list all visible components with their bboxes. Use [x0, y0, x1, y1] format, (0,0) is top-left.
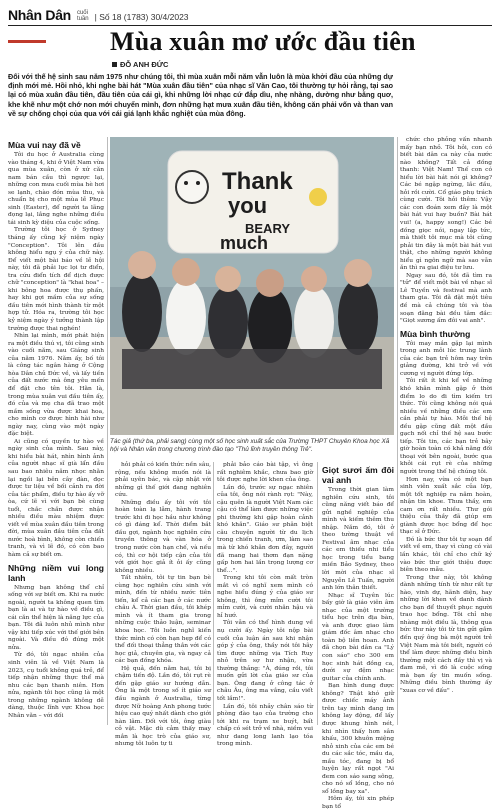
article-paragraph: hỏi phải có kiến thức nền sâu, rộng, nếu không muốn nói là phải uyên bác, và cập nhật với những gì thế giới đang nghiên cứu. — [115, 462, 211, 499]
article-paragraph: Nhạc sĩ Tuyên lúc bấy giờ là giáo viên âm nhạc của một trường tiểu học trên địa bàn, và anh được giao làm giám đốc âm nhạc cho toàn bộ liên hoan. Anh đã chọn bài dân ca "Lý con sáo" cho 300 em học sinh hát đồng ca, dưới sự đệm nhạc guitar của chính anh. — [322, 592, 394, 682]
brand-logo: Nhân Dân — [8, 7, 71, 23]
column-divider — [397, 137, 398, 725]
article-paragraph: Trong thời gian làm nghiên cứu sinh, tôi cũng năng viết báo để gửi nghề nghiệp của mình và kiếm thêm thu nhập. Năm đó, tôi ở theo tường thuật về Festival âm nhạc của các em thiếu nhi tiểu học trong tiểu bang miền Bảo Sydney, theo lời mời của nhạc sĩ Nguyễn Lê Tuấn, người anh lớn thân thiết. — [322, 487, 394, 592]
article-paragraph: Bạn hình dung được không? Thật khó giữ được chiếc máy ảnh trên tay mình đang im không lay động, để lấy được khung hình nét, khi nhìn thấy hơn sân khấu, 300 khuôn miệng nhỏ xinh của các em bé du các sắc tóc, mầu da, mầu tóc, đang bị bổ luyện lạy rất ngọt "Ai đem con sáo sang sông, cho nó sổ lồng, cho nó sổ lồng bay xa". — [322, 683, 394, 795]
article-column-2 — [115, 462, 211, 748]
author-name: ĐỖ ANH ĐỨC — [120, 60, 169, 69]
sign-text-3: BEARY — [245, 221, 291, 236]
section-subheading: Giọt sươi ấm đôi vai anh — [322, 465, 394, 485]
article-paragraph: Tôi du học ở Australia cùng vào tháng 4, khi ở Việt Nam vừa qua mùa xuân, còn ở xứ căn nam bán cầu thì ngược lại, những con mưa cuối mùa hè hơi se lạnh, chào đón mùa thu, và chuẩn bị cho một mùa lễ Phục sinh (Easter), để người ta lãng đọng lại, lắng nghe những điều tái sinh kỳ diệu của cuộc sống. — [8, 152, 104, 226]
column-divider — [317, 462, 318, 725]
article-paragraph: Nhưng bạn không thể chỉ sống với sự biết ơn. Khi ra nước ngoài, người ta không quen tìm bạn là ai và tự hào về điều gì, cái căn thể hiện là năng lực của bạn. Tôi đã luôn nhủ mình như vậy khi tiếp xúc với thế giới bên ngoài. Và điều đó đúng một nửa. — [8, 584, 104, 651]
article-photo — [110, 137, 394, 435]
brand-subtitle-line-2: tuần — [76, 16, 89, 22]
column-divider — [213, 462, 214, 725]
article-paragraph: Tất nhiên, tôi tự tin bạn bè cùng học nghiên cứu sinh với mình, đến từ nhiều nước tiên tiến, kể cả các bạn ở các nước châu Á. Thời gian đầu, tôi khép mình và ít tham gia trong những cuộc thảo luận, seminar khoa học. Tôi luôn nghĩ kiến thức mình có còn hạn hẹp để có thể đối thoại thẳng thắn với các học giả, chuyên gia, và ngay cả các bạn đồng khóa. — [115, 575, 211, 665]
article-paragraph: Hơn nay, vừa có một bạn sinh viên xuất sắc của lớp, một tốt nghiệp ra năm hoàn, nhận tin khoe. Thưa thầy, em cam ơn rất nhiều. Thư gói thiệu của thầy đã giúp em giành được học bổng để học thạc sĩ ở Đức. — [400, 476, 492, 536]
masthead — [8, 6, 492, 26]
article-paragraph: Lần đó, trước sự ngạc nhiên của tôi, ông nói rành rọt: "Này, cậu quên là người Việt Nam các cậu có thể làm được những việc phi thường khi gặp hoàn cảnh khó khăn". Giáo sư phân biệt câu chuyện người từ du lịch trong chiến tranh, ưm, làm sao mà từ khó khăn đơn đây, người đã mang hai thơm đạn nặng gấp hơn hai lần trọng lượng cơ thể…". — [217, 484, 313, 574]
brand-subtitle — [77, 10, 89, 22]
article-paragraph: Trong thư này, tôi không dành những tính từ như rất tự hào, vinh dự, hãnh diện, hay những lời khen về danh dành cho bạn để thuyết phục người trao học bổng. Tôi chỉ nhẹ nhàng một điều là, thông qua bức thư này tôi từ tin gửi gắm đến quý ông bà một người trẻ Việt Nam mà tôi biết, người có thể làm được những điều bình thường một cách đầy thì vị và đam mê, vì đó là cuộc sống mà bạn ấy tin muốn sống. Những điều bình thường ấy "xuas cơ về đấu" . — [400, 574, 492, 694]
article-title: Mùa xuân mơ ước đầu tiên — [110, 27, 416, 56]
photo-caption: Tác giả (thứ ba, phải sang) cùng một số học sinh xuất sắc của Trường THPT Chuyên Khoa học Xã hội và Nhân văn trong chương trình đào tạo "Thủ lĩnh truyền thông Trẻ". — [110, 438, 390, 453]
article-paragraph: Trường tôi học ở Sydney tháng ấy cũng kỷ niệm ngày "Conception". Tôi lên đầu không hiểu ngụ ý của chữ này. Để viết một bài báo về lễ hội này, tôi đã phải lục lọi tư điển, tra cứu điển tích để dịch được chữ "conception" là "khai hoa" – khi bông hoa được thụ phấn, hay khi gợi mầm của sự sống đầu tiên mới hình thành từ một hợp tử. Hóa ra, trường tôi học kỷ niệm ngày ý tưởng thành lập trường được thai nghén! — [8, 227, 104, 332]
article-paragraph: chức cho phỏng vấn nhanh mấy bạn nhỏ. Tôi hỏi, con có biết bài dân ca này của nước nào không? Tất cả đồng thanh: Việt Nam! Thế con có hiểu lời bài hát nói gì không? Các bé ngập ngừng, lắc đầu, hỏi rồi cười. Cổ giáo phụ trách cùng cười. Tôi hỏi thêm: Vậy các con đoán xem đây là một bài hát vui hay buồn? Bài hát vui! (a, happy song!) Các bé đồng giọc nói, ngay lập tức, mà thiết tôi mục mà tôi cũng phải tin đây là một bài hát vui thật, cho những người không hiểu gì ngôn ngữ mà sao vẫn ăn thì ra giai điệu tư lưu. — [400, 137, 492, 272]
article-paragraph: Ngay sau đó, tôi đã tìm ra "tử" để viết một bài về nhạc sĩ Lê Tuyền và festival mà anh tham gia. Tôi đã đặt một tiêu đề mà cả chúng tôi và tòa soạn đăng bài đều tâm đắc: "Giọt sương ấm đôi vai anh". — [400, 272, 492, 325]
article-paragraph: Tôi rất ít khi kể về những khó khăn mình gặp ở thời điểm lo do đi tìm kiếm tri thức. Tôi cũng không nói quá nhiều về những điều các em cần phải tự hào. Mỗi thế hệ đều gặp cũng đất một đầu gạch nối chỉ thế hệ sau bước tiếp. Tôi tin, các bạn trẻ bây giờ hoàn toàn có khả năng đối thoại với bên ngoài, bước qua khỏi cái rụt rè của những người trong thế hệ chúng tôi. — [400, 378, 492, 475]
article-column-5 — [400, 137, 492, 725]
article-paragraph: Những điều ấy tôi với tôi hoàn toàn lạ lẫm, hành trang trước khi đi học hầu như không có gì đáng kể. Thời điểm bắt đầu gợi, ngành học nghiên cứu truyền thông và vàn hóa ở trong nước còn hạn chế, và nếu có, thì cơ hội tiếp cận của tôi với giới học giả ít ỏi ấy cũng không nhiều. — [115, 499, 211, 574]
byline-square-icon — [112, 62, 117, 67]
section-accent-rule — [8, 40, 46, 43]
yellow-circle-decoration — [309, 188, 327, 206]
article-paragraph: Nhìn lại mình, mới phát hiện ra một điều thú vị, tôi cũng sinh vào cuối năm, sau Giáng sinh của năm 1976. Năm ấy, bố tôi là công tác ngân hàng ở Cộng hòa Dân chủ Đức về, và lấy tiền của đất nước mà ông yêu mến để đặt cho tên tôi. Hằn là, trong mùa xuân vui đầu tiên ấy, đó của và mẹ cha đã trao một mầm sống vừa được khai hoa, cho mình cơ được hình hài như ngày nay, cùng vào một ngày đặc biệt. — [8, 333, 104, 438]
article-lead: Đối với thế hệ sinh sau năm 1975 như chúng tôi, thì mùa xuân mỗi năm vẫn luôn là mùa khởi đầu của những dự định mới mẻ. Hồi nhỏ, khi nghe bài hát "Mùa xuân đầu tiên" của nhạc sĩ Văn Cao, tôi thường tự hỏi rằng, tại sao lại có mùa xuân đầu tiên, đầu tiên của cái gì, khi những lời nhạc cứ đắp dìu, nhẹ nhàng, dường như bằng quơ, khe khẽ như một chớ non mới chuyển mình, đơn những hạt mưa xuân đầu tiên, không căn phải vốn và than van về sự chống chọi của qua với cái giá lạnh khắc nghiệt của mùa đông. — [8, 72, 393, 118]
sign-text-4: much — [220, 233, 269, 253]
article-paragraph: Hệ quả, đến năm hai, tôi bị chậm tiến độ. Lần đó, tôi rụt rè đến gặp giáo sư hướng dẫn. Ông là một trong số ít giáo sư đầu ngành ở Australia, từng được Nữ hoàng Anh phong tước hiệu cao quý nhất dành cho giới hàn lâm. Đối với tôi, ông giàu cỏ vật. Mặc dù cảm thấy may mắn là học trò của giáo sư, nhưng tôi luôn tự ti — [115, 665, 211, 748]
sign-text-2: you — [228, 193, 268, 218]
article-paragraph: Từ đó, tôi ngạc nhiên của sinh viên là về Việt Nam là 2023, cụ tuổi không quá trẻ, để tiếp nhận những thực thể mà nhu các bạn thanh niên. Hơn nửa, ngành tôi học cũng là một trong những ngành không dễ dàng, thuộc lĩnh vực Khoa học Nhân văn – với đối — [8, 652, 104, 719]
article-column-3 — [217, 462, 313, 748]
brand-subtitle-line-1: cuối — [76, 10, 88, 16]
sign-text-1: Thank — [222, 168, 293, 195]
article-paragraph: phải bảo cáo bài tập, vì ông rất nghiêm khắc, chưa bao giờ tôi được nghe lời khen của ông. — [217, 462, 313, 484]
column-divider — [107, 137, 108, 725]
article-paragraph: Hôm ấy, tôi xin phép bạn tổ — [322, 796, 394, 810]
issue-info: | Số 18 (1783) 30/4/2023 — [94, 12, 189, 22]
section-subheading: Những niềm vui long lanh — [8, 562, 104, 583]
article-paragraph: Tôi vẫn có thể hình dung về nụ cười ấy. Ngày tôi nộp bài cuối của luận án sau khi nhận góp ý của ông, thầy nói tôi hãy tìm được những vịa Tích Ruy nhỏ trên sợ hư nhận, vừa thường thảng: "À, đúng rồi, tôi muốn gửi lời của giáo sư của bạn. Ông đang ở công tác ở châu Âu, ông ma vắng, cầu viết tốt lắm!". — [217, 620, 313, 702]
bear-head-icon — [176, 171, 208, 203]
article-paragraph: Đó là bức thư tôi tự soạn để viết về em, thay vì cùng có vài lần khác, tôi chỉ cho chữ ký vào bức thư giới thiệu được biên theo mẫu. — [400, 536, 492, 574]
byline — [112, 60, 168, 69]
thank-you-sign — [168, 151, 338, 253]
article-paragraph: Tôi may mắn gặp lại mình trong anh mỗi lúc trung lành của các bạn trẻ hôm nay trên giảng đường, khi trở về với cương vị người đứng lớp. — [400, 340, 492, 377]
article-paragraph: Lần đó, tôi nhảy chân sáo từ phòng đào tạo của trường cho tới khi ra trạm xe buýt, bất chấp có sét trở về nhà, niềm vui như dang long lanh lạo tóa trong mình. — [217, 703, 313, 748]
section-subheading: Mùa bình thường — [400, 328, 471, 339]
article-paragraph: Ai cũng có quyền tự hào về ngày sinh của mình. Sau này, khi hiểu bài hát, nhìn hình ảnh của người nhạc sĩ già lẩn đầu sau bao nhiêu năm nhọc nhằn lại ngồi lại bên cây đàn, đọc được tư liệu về bối cảnh ra đời của tác phẩm, điều tự hào ấy vỡ òa, cứ lẽ vì với bạn bè cùng tuổi, chắc chắn được nhận nhiều điều màu nhiệm được viết về mùa xuân đầu tiên trong đời, mùa xuân đầu tiên của đất nước hoà bình, không còn chiến tranh, và vì lẽ đó, có còn bao hàm cả sự biết ơn. — [8, 438, 104, 558]
article-paragraph: Trong khi tôi còn mất tròn mắt vì có nghĩ xem mình có nghe hiểu đúng ý của giáo sư không, thì ông mỉm cười tôi mỉm cười, và cười nhăn hậu và hỉ hướ. — [217, 575, 313, 619]
group-photo-illustration — [110, 137, 394, 435]
section-subheading: Mùa vui nay đã về — [8, 140, 81, 150]
article-column-4 — [322, 462, 394, 810]
article-column-1 — [8, 137, 104, 725]
